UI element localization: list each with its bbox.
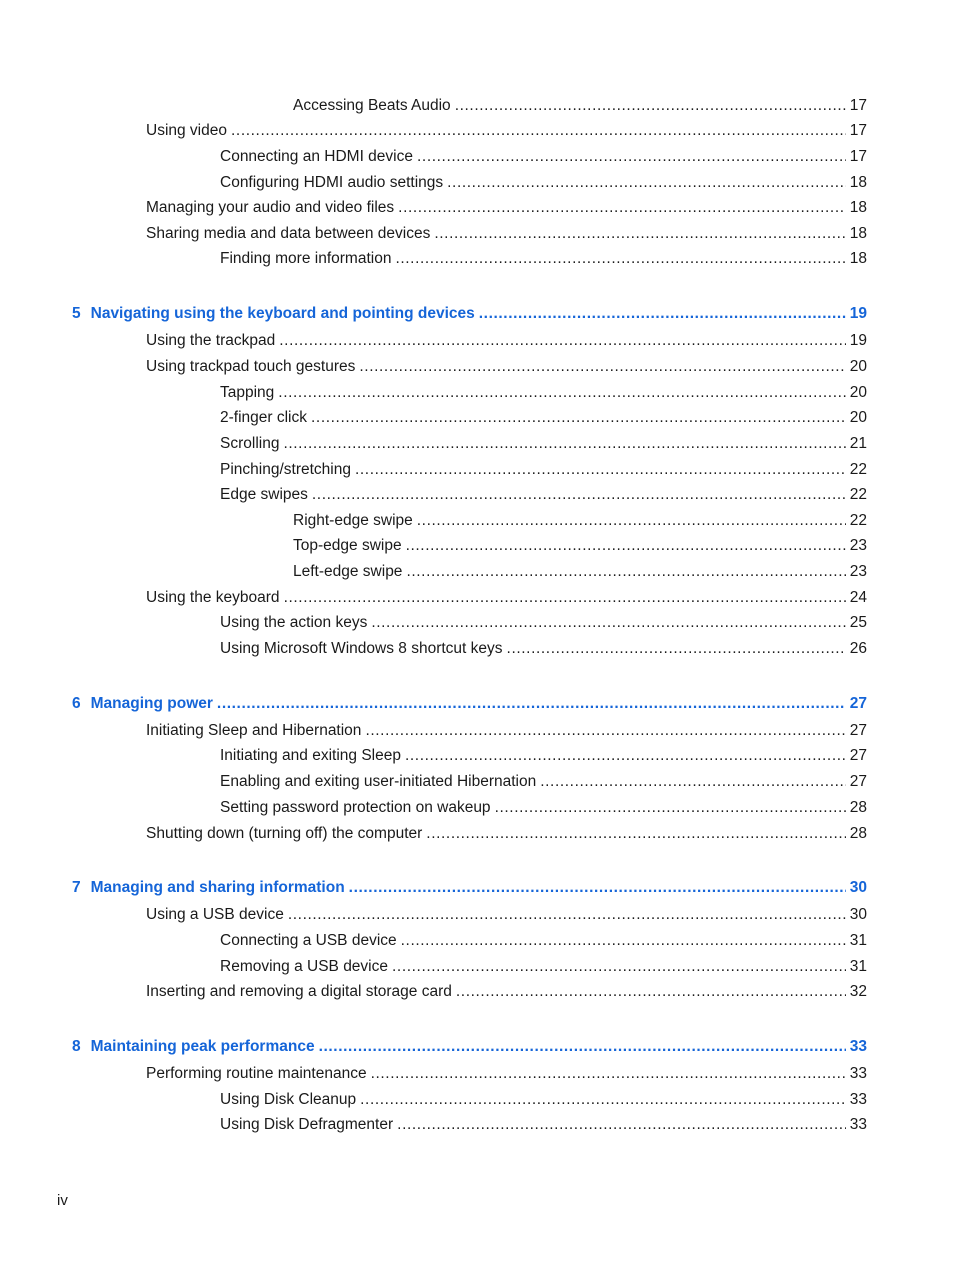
dot-leader: [360, 1090, 846, 1110]
toc-entry[interactable]: [220, 173, 867, 193]
toc-entry[interactable]: [146, 721, 867, 741]
toc-entry[interactable]: [146, 331, 867, 351]
toc-entry-label: Connecting a USB device: [220, 932, 397, 949]
toc-entry[interactable]: [220, 772, 867, 792]
toc-entry-label: Using video: [146, 122, 227, 139]
toc-entry[interactable]: [293, 562, 867, 582]
dot-leader: [495, 798, 846, 818]
toc-entry-label: Left-edge swipe: [293, 563, 403, 580]
dot-leader: [395, 249, 845, 269]
toc-entry-page: 17: [849, 148, 867, 165]
toc-entry[interactable]: [146, 982, 867, 1002]
dot-leader: [398, 198, 846, 218]
toc-entry-page: 22: [849, 512, 867, 529]
toc-entry-label: Using Microsoft Windows 8 shortcut keys: [220, 640, 503, 657]
chapter-number: 5: [72, 305, 81, 322]
toc-entry-page: 30: [849, 879, 867, 896]
toc-entry[interactable]: [220, 613, 867, 633]
toc-entry[interactable]: [220, 1090, 867, 1110]
toc-entry[interactable]: [220, 957, 867, 977]
chapter-number: 7: [72, 879, 81, 896]
toc-entry-page: 18: [849, 250, 867, 267]
dot-leader: [417, 511, 846, 531]
toc-entry[interactable]: [220, 746, 867, 766]
dot-leader: [312, 485, 846, 505]
toc-entry-label: 2-finger click: [220, 409, 307, 426]
dot-leader: [284, 588, 846, 608]
toc-entry[interactable]: [146, 224, 867, 244]
toc-entry-page: 23: [849, 537, 867, 554]
toc-entry-label: Managing and sharing information: [90, 879, 345, 896]
toc-entry-label: Shutting down (turning off) the computer: [146, 825, 423, 842]
toc-entry[interactable]: [146, 1064, 867, 1084]
toc-entry-label: Using the keyboard: [146, 589, 280, 606]
toc-entry-label: Initiating and exiting Sleep: [220, 747, 401, 764]
dot-leader: [365, 721, 845, 741]
toc-entry[interactable]: [293, 511, 867, 531]
toc-entry-page: 22: [849, 461, 867, 478]
toc-entry[interactable]: [220, 434, 867, 454]
toc-entry-page: 18: [849, 174, 867, 191]
toc-entry-page: 17: [849, 97, 867, 114]
toc-entry[interactable]: [220, 485, 867, 505]
toc-entry[interactable]: [220, 408, 867, 428]
toc-entry[interactable]: [220, 639, 867, 659]
dot-leader: [426, 824, 845, 844]
dot-leader: [456, 982, 846, 1002]
toc-entry[interactable]: [220, 383, 867, 403]
toc-entry-page: 30: [849, 906, 867, 923]
dot-leader: [278, 383, 845, 403]
toc-entry-label: Using the action keys: [220, 614, 368, 631]
dot-leader: [283, 434, 845, 454]
toc-entry-label: Using Disk Defragmenter: [220, 1116, 394, 1133]
dot-leader: [311, 408, 846, 428]
page-number: iv: [57, 1192, 68, 1209]
toc-entry[interactable]: [220, 460, 867, 480]
dot-leader: [349, 878, 846, 898]
toc-entry-label: Managing power: [90, 695, 213, 712]
toc-entry[interactable]: [146, 121, 867, 141]
toc-chapter-entry[interactable]: [72, 304, 867, 324]
dot-leader: [406, 562, 845, 582]
toc-entry-page: 22: [849, 486, 867, 503]
toc-entry-label: Initiating Sleep and Hibernation: [146, 722, 362, 739]
toc-entry-label: Finding more information: [220, 250, 392, 267]
toc-entry-page: 33: [849, 1038, 867, 1055]
toc-entry[interactable]: [220, 147, 867, 167]
dot-leader: [479, 304, 846, 324]
dot-leader: [507, 639, 846, 659]
toc-entry-label: Enabling and exiting user-initiated Hibernation: [220, 773, 537, 790]
toc-entry[interactable]: [220, 931, 867, 951]
toc-entry[interactable]: [293, 536, 867, 556]
toc-entry-page: 28: [849, 799, 867, 816]
toc-entry-label: Inserting and removing a digital storage card: [146, 983, 452, 1000]
dot-leader: [540, 772, 846, 792]
toc-entry-page: 21: [849, 435, 867, 452]
dot-leader: [397, 1115, 846, 1135]
toc-entry-page: 31: [849, 958, 867, 975]
chapter-number: 6: [72, 695, 81, 712]
toc-chapter-entry[interactable]: [72, 878, 867, 898]
toc-entry-page: 28: [849, 825, 867, 842]
toc-entry[interactable]: [146, 357, 867, 377]
toc-entry-page: 25: [849, 614, 867, 631]
toc-entry-page: 20: [849, 358, 867, 375]
chapter-number: 8: [72, 1038, 81, 1055]
dot-leader: [288, 905, 846, 925]
toc-entry-page: 24: [849, 589, 867, 606]
dot-leader: [355, 460, 846, 480]
toc-entry-label: Accessing Beats Audio: [293, 97, 451, 114]
toc-entry-label: Removing a USB device: [220, 958, 388, 975]
dot-leader: [319, 1037, 846, 1057]
toc-entry-page: 31: [849, 932, 867, 949]
toc-entry-label: Scrolling: [220, 435, 280, 452]
toc-entry[interactable]: [146, 588, 867, 608]
toc-entry-label: Using the trackpad: [146, 332, 276, 349]
toc-entry-page: 20: [849, 409, 867, 426]
dot-leader: [359, 357, 845, 377]
toc-entry-label: Sharing media and data between devices: [146, 225, 431, 242]
toc-entry[interactable]: [146, 824, 867, 844]
toc-entry-page: 33: [849, 1065, 867, 1082]
toc-entry-label: Connecting an HDMI device: [220, 148, 413, 165]
toc-entry-page: 23: [849, 563, 867, 580]
toc-entry-page: 32: [849, 983, 867, 1000]
dot-leader: [401, 931, 846, 951]
dot-leader: [217, 694, 846, 714]
dot-leader: [447, 173, 846, 193]
dot-leader: [434, 224, 845, 244]
toc-entry-page: 18: [849, 225, 867, 242]
dot-leader: [405, 746, 846, 766]
dot-leader: [231, 121, 846, 141]
toc-entry-page: 33: [849, 1116, 867, 1133]
toc-entry-page: 27: [849, 695, 867, 712]
dot-leader: [406, 536, 846, 556]
toc-entry-page: 27: [849, 747, 867, 764]
toc-entry-label: Using a USB device: [146, 906, 284, 923]
toc-entry-label: Pinching/stretching: [220, 461, 351, 478]
toc-entry-page: 19: [849, 332, 867, 349]
toc-entry-label: Maintaining peak performance: [90, 1038, 315, 1055]
toc-entry-label: Edge swipes: [220, 486, 308, 503]
toc-entry[interactable]: [146, 198, 867, 218]
toc-entry[interactable]: [220, 798, 867, 818]
toc-entry-page: 33: [849, 1091, 867, 1108]
toc-entry-label: Configuring HDMI audio settings: [220, 174, 444, 191]
dot-leader: [455, 96, 846, 116]
toc-entry-label: Tapping: [220, 384, 275, 401]
toc-chapter-entry[interactable]: [72, 694, 867, 714]
toc-entry-label: Using trackpad touch gestures: [146, 358, 356, 375]
toc-entry-label: Managing your audio and video files: [146, 199, 395, 216]
toc-entry[interactable]: [146, 905, 867, 925]
dot-leader: [371, 613, 845, 633]
toc-entry[interactable]: [220, 249, 867, 269]
toc-entry-page: 19: [849, 305, 867, 322]
dot-leader: [392, 957, 846, 977]
toc-entry-label: Setting password protection on wakeup: [220, 799, 491, 816]
toc-entry-page: 20: [849, 384, 867, 401]
toc-entry-page: 17: [849, 122, 867, 139]
toc-entry-page: 18: [849, 199, 867, 216]
toc-entry-label: Right-edge swipe: [293, 512, 413, 529]
toc-chapter-entry[interactable]: [72, 1037, 867, 1057]
toc-entry[interactable]: [220, 1115, 867, 1135]
toc-entry-label: Performing routine maintenance: [146, 1065, 367, 1082]
toc-entry[interactable]: [293, 96, 867, 116]
dot-leader: [417, 147, 846, 167]
dot-leader: [279, 331, 846, 351]
toc-entry-label: Navigating using the keyboard and pointing devices: [90, 305, 475, 322]
toc-entry-page: 27: [849, 722, 867, 739]
toc-entry-page: 26: [849, 640, 867, 657]
toc-entry-label: Top-edge swipe: [293, 537, 402, 554]
toc-entry-page: 27: [849, 773, 867, 790]
toc-entry-label: Using Disk Cleanup: [220, 1091, 357, 1108]
dot-leader: [371, 1064, 846, 1084]
